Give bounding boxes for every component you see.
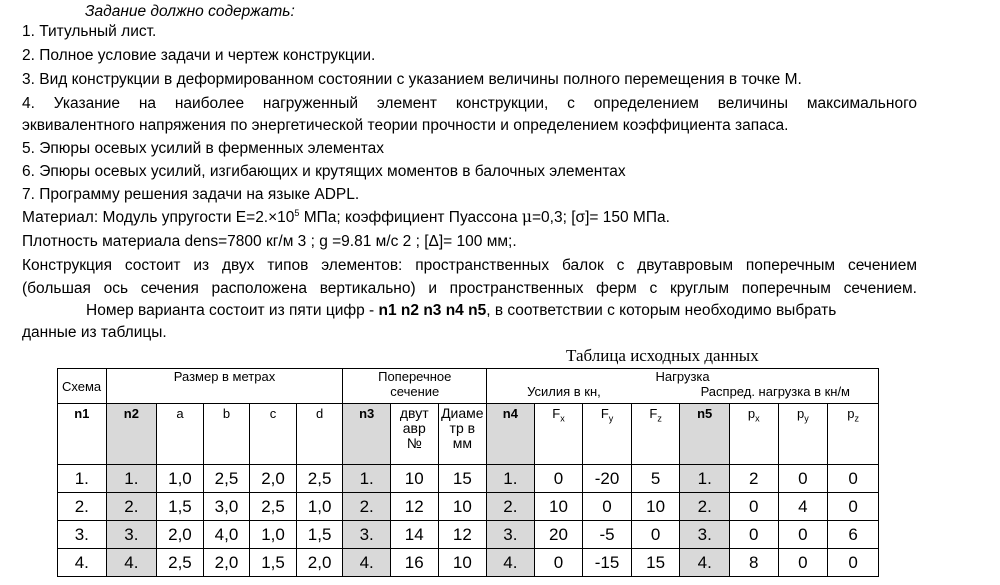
cell: 5 [631, 465, 680, 493]
col-py: $p_y$ [778, 404, 828, 465]
list-item: 3. Вид конструкции в деформированном состоянии с указанием величины полного перемещения в точке М. [22, 71, 802, 88]
list-item-continued: эквивалентного напряжения по энергетической теории прочности и определением коэффициента запаса. [22, 117, 789, 134]
cell: -5 [583, 521, 632, 549]
table-row [58, 493, 879, 521]
variant-pre: Номер варианта состоит из пяти цифр - [86, 302, 379, 319]
col-n3: n3 [343, 404, 391, 465]
col-pz: $p_z$ [828, 404, 879, 465]
cell: 2. [106, 493, 157, 521]
cell: 0 [730, 521, 779, 549]
list-item: 5. Эпюры осевых усилий в ферменных элементах [22, 140, 385, 157]
construction-line: Конструкция состоит из двух типов элементов: пространственных балок с двутавровым поперечным сечением [22, 257, 917, 274]
header-schema: Схема [58, 369, 107, 404]
cell: 3,0 [203, 493, 250, 521]
cell: 10 [534, 493, 583, 521]
construction-line: (большая ось сечения расположена вертикально) и пространственных ферм с круглым поперечным сечением. [22, 280, 917, 297]
cell: 2. [487, 493, 535, 521]
cell: -15 [583, 549, 632, 577]
variant-bold: n1 n2 n3 n4 n5 [378, 302, 487, 319]
cell: 4. [106, 549, 157, 577]
table-row [58, 521, 879, 549]
cell: 1. [58, 465, 107, 493]
cell: 3. [106, 521, 157, 549]
cell: 0 [828, 493, 879, 521]
cell: 10 [438, 549, 487, 577]
cell: 20 [534, 521, 583, 549]
cell: 4. [487, 549, 535, 577]
header-load: Нагрузка Усилия в кн, Распред. нагрузка в кн/м [487, 369, 879, 404]
list-item: 4. Указание на наиболее нагруженный элемент конструкции, с определением величины максимального [22, 95, 917, 112]
col-n1: n1 [58, 404, 107, 465]
col-diameter: Диаме тр в мм [438, 404, 487, 465]
cell: 2. [343, 493, 391, 521]
cell: 0 [534, 465, 583, 493]
cell: 2,0 [157, 521, 204, 549]
cell: 4. [680, 549, 730, 577]
cell: 0 [730, 493, 779, 521]
col-b: b [203, 404, 250, 465]
cell: 1. [343, 465, 391, 493]
variant-line [86, 301, 836, 320]
cell: 1,0 [157, 465, 204, 493]
cell: 0 [778, 521, 828, 549]
data-table [57, 368, 879, 577]
col-d: d [296, 404, 343, 465]
cell: 4. [343, 549, 391, 577]
cell: 1,5 [296, 521, 343, 549]
list-item: 1. Титульный лист. [22, 23, 157, 40]
cell: 3. [343, 521, 391, 549]
cell: 6 [828, 521, 879, 549]
table-header-row-1 [58, 369, 879, 404]
header-section: Поперечное сечение [343, 369, 487, 404]
cell: 2. [680, 493, 730, 521]
col-n5: n5 [680, 404, 730, 465]
cell: 1,0 [250, 521, 297, 549]
cell: 2,5 [203, 465, 250, 493]
cell: 8 [730, 549, 779, 577]
col-a: a [157, 404, 204, 465]
cell: 10 [631, 493, 680, 521]
cell: 1. [106, 465, 157, 493]
variant-line-2: данные из таблицы. [22, 324, 167, 341]
col-profile: двут авр № [390, 404, 438, 465]
table-row [58, 465, 879, 493]
table-row [58, 549, 879, 577]
cell: 4. [58, 549, 107, 577]
cell: 4 [778, 493, 828, 521]
cell: 12 [438, 521, 487, 549]
list-item: 6. Эпюры осевых усилий, изгибающих и крутящих моментов в балочных элементах [22, 163, 626, 180]
header-size: Размер в метрах [106, 369, 343, 404]
cell: 3. [58, 521, 107, 549]
cell: -20 [583, 465, 632, 493]
cell: 0 [778, 549, 828, 577]
cell: 1. [487, 465, 535, 493]
cell: 1,5 [157, 493, 204, 521]
col-px: $p_x$ [730, 404, 779, 465]
table-caption: Таблица исходных данных [566, 346, 759, 365]
material-line [22, 208, 670, 227]
variant-post: , в соответствии с которым необходимо выбрать [486, 302, 837, 319]
material-text-c: =0,3; [σ]= 150 МПа. [532, 209, 670, 226]
col-fx: $F_x$ [534, 404, 583, 465]
col-fy: $F_y$ [583, 404, 632, 465]
cell: 0 [534, 549, 583, 577]
header-distributed: Распред. нагрузка в кн/м [700, 384, 850, 399]
material-exponent: 5 [294, 207, 300, 218]
cell: 0 [631, 521, 680, 549]
cell: 10 [438, 493, 487, 521]
header-forces: Усилия в кн, [527, 384, 601, 399]
col-n2: n2 [106, 404, 157, 465]
cell: 2 [730, 465, 779, 493]
col-c: c [250, 404, 297, 465]
cell: 1,5 [250, 549, 297, 577]
cell: 10 [390, 465, 438, 493]
cell: 3. [680, 521, 730, 549]
cell: 2,5 [157, 549, 204, 577]
cell: 1. [680, 465, 730, 493]
cell: 0 [828, 549, 879, 577]
cell: 14 [390, 521, 438, 549]
cell: 2,0 [250, 465, 297, 493]
cell: 0 [583, 493, 632, 521]
intro-title: Задание должно содержать: [85, 3, 295, 20]
poisson-symbol: μ [521, 208, 532, 226]
col-fz: $F_z$ [631, 404, 680, 465]
list-item: 7. Программу решения задачи на языке ADPL. [22, 186, 360, 203]
cell: 2,0 [296, 549, 343, 577]
cell: 15 [438, 465, 487, 493]
cell: 12 [390, 493, 438, 521]
material-text-a: Материал: Модуль упругости E=2.×10 [22, 209, 295, 226]
cell: 15 [631, 549, 680, 577]
material-text-b: МПа; коэффициент Пуассона [299, 209, 522, 226]
cell: 1,0 [296, 493, 343, 521]
cell: 2,5 [296, 465, 343, 493]
list-item: 2. Полное условие задачи и чертеж конструкции. [22, 47, 376, 64]
density-line: Плотность материала dens=7800 кг/м 3 ; g =9.81 м/с 2 ; [Δ]= 100 мм;. [22, 233, 517, 250]
cell: 3. [487, 521, 535, 549]
cell: 2,0 [203, 549, 250, 577]
col-n4: n4 [487, 404, 535, 465]
cell: 16 [390, 549, 438, 577]
cell: 4,0 [203, 521, 250, 549]
cell: 2,5 [250, 493, 297, 521]
table-header-row-2 [58, 404, 879, 465]
cell: 0 [778, 465, 828, 493]
cell: 2. [58, 493, 107, 521]
cell: 0 [828, 465, 879, 493]
